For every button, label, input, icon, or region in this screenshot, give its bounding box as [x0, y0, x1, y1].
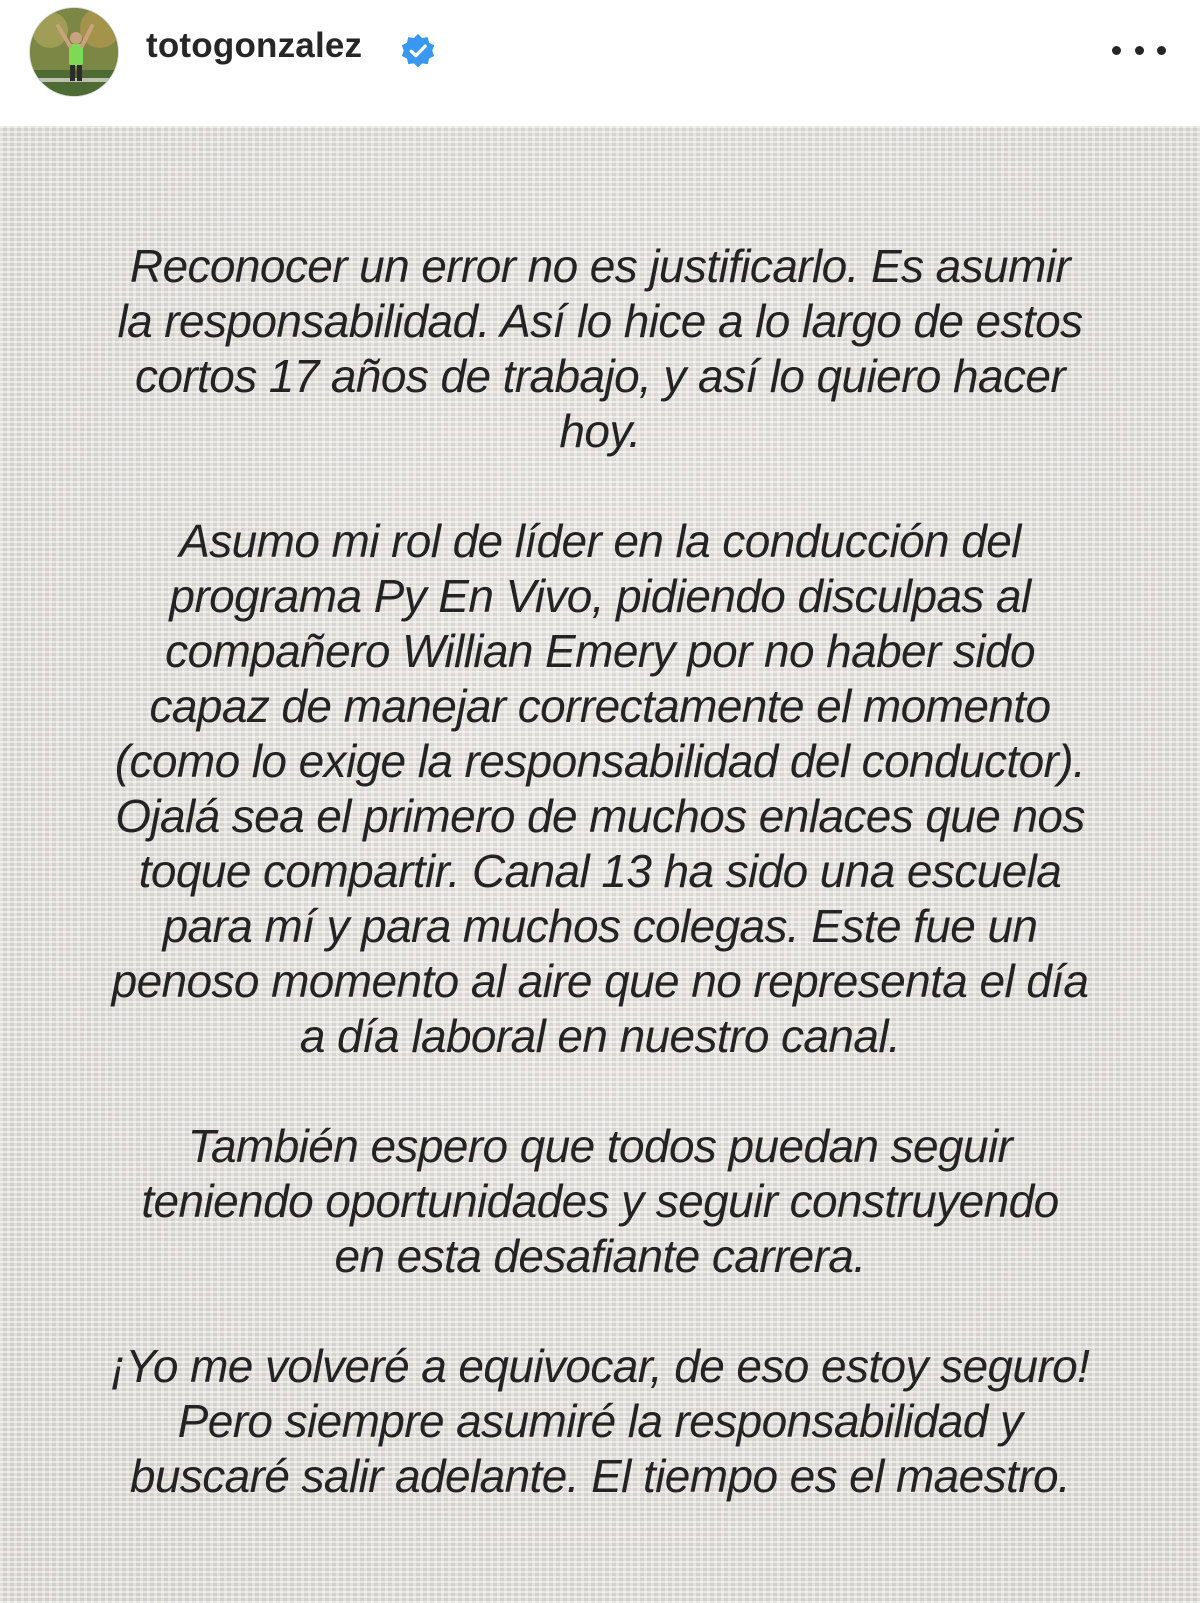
text-line: También espero que todos puedan seguir: [187, 1120, 1013, 1172]
text-line: programa Py En Vivo, pidiendo disculpas al: [169, 570, 1031, 622]
paragraph-2: [70, 514, 1130, 1064]
text-line: en esta desafiante carrera.: [334, 1230, 866, 1282]
text-line: a día laboral en nuestro canal.: [299, 1010, 901, 1062]
post-statement-text: [70, 239, 1130, 1504]
text-line: Reconocer un error no es justificarlo. Es asumir: [129, 240, 1071, 292]
username[interactable]: totogonzalez: [146, 26, 363, 65]
text-line: capaz de manejar correctamente el momento: [149, 680, 1051, 732]
more-options-icon[interactable]: [1112, 30, 1166, 70]
post-image[interactable]: [0, 126, 1200, 1603]
text-line: hoy.: [559, 405, 641, 457]
text-line: Asumo mi rol de líder en la conducción del: [179, 515, 1021, 567]
text-line: toque compartir. Canal 13 ha sido una escuela: [138, 845, 1062, 897]
more-dot: [1135, 46, 1144, 55]
avatar-photo: [30, 8, 118, 96]
text-line: compañero Willian Emery por no haber sido: [165, 625, 1035, 677]
text-line: buscaré salir adelante. El tiempo es el maestro.: [129, 1450, 1071, 1502]
text-line: Ojalá sea el primero de muchos enlaces que nos: [115, 790, 1085, 842]
text-line: penoso momento al aire que no representa el día: [111, 955, 1089, 1007]
text-line: Pero siempre asumiré la responsabilidad y: [177, 1395, 1023, 1447]
paragraph-4: [70, 1339, 1130, 1504]
more-dot: [1112, 46, 1121, 55]
text-line: ¡Yo me volveré a equivocar, de eso estoy seguro!: [110, 1340, 1090, 1392]
post-header: [0, 0, 1200, 126]
text-line: cortos 17 años de trabajo, y así lo quiero hacer: [134, 350, 1066, 402]
paragraph-3: [70, 1119, 1130, 1284]
text-line: para mí y para muchos colegas. Este fue un: [162, 900, 1038, 952]
paragraph-1: [70, 239, 1130, 459]
verified-badge-icon: [400, 33, 436, 69]
text-line: (como lo exige la responsabilidad del conductor).: [114, 735, 1086, 787]
text-line: teniendo oportunidades y seguir construyendo: [141, 1175, 1059, 1227]
more-dot: [1157, 46, 1166, 55]
text-line: la responsabilidad. Así lo hice a lo largo de estos: [117, 295, 1083, 347]
profile-avatar[interactable]: [30, 8, 118, 96]
